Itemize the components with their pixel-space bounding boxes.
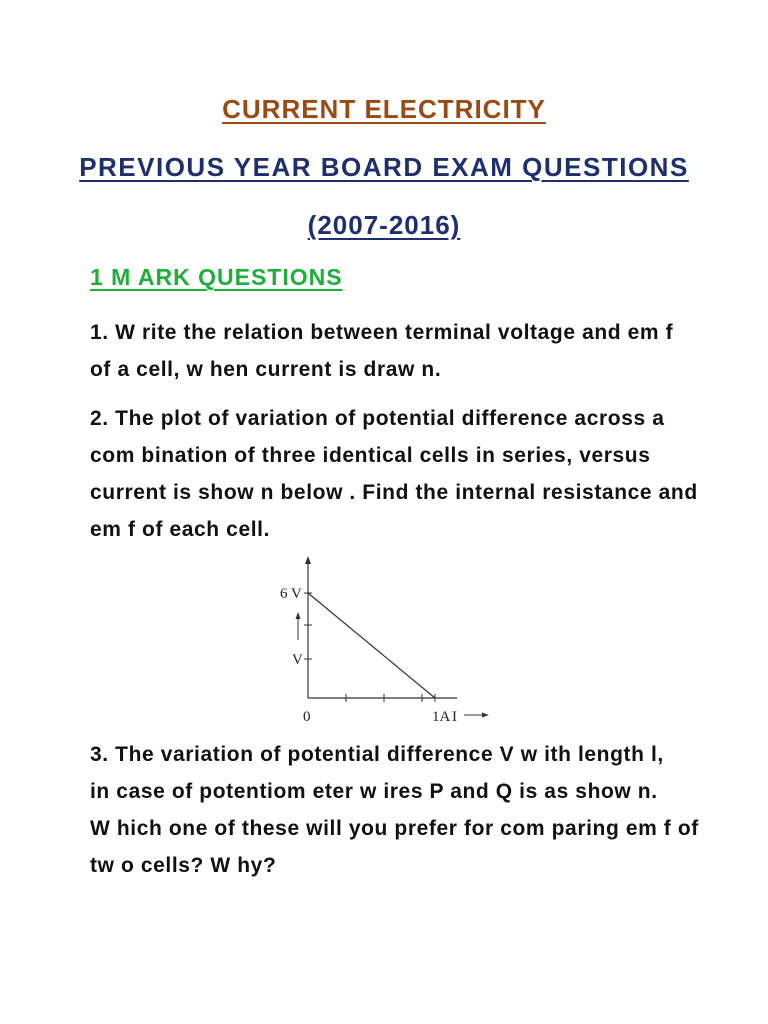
y-tick-label: 6 V — [280, 586, 302, 602]
v-arrow-head — [296, 612, 301, 619]
question-2-line-1: 2. The plot of variation of potential difference across a — [90, 407, 665, 430]
origin-label: 0 — [303, 709, 311, 725]
section-heading: 1 M ARK QUESTIONS — [90, 264, 343, 290]
plot-line — [308, 593, 435, 698]
question-2-line-3: current is show n below . Find the internal resistance and — [90, 481, 698, 504]
question-1-line-1: 1. W rite the relation between terminal voltage and em f — [90, 321, 674, 344]
question-3-line-3: W hich one of these will you prefer for com paring em f of — [90, 817, 699, 840]
question-1 — [90, 314, 690, 388]
x-axis-label: I — [452, 709, 457, 725]
y-axis-arrowhead — [305, 556, 311, 564]
i-arrow-head — [482, 713, 489, 718]
x-tick-label: 1A — [432, 709, 451, 725]
document-years: (2007-2016) — [307, 210, 461, 240]
question-2-line-2: com bination of three identical cells in series, versus — [90, 444, 651, 467]
question-2-line-4: em f of each cell. — [90, 518, 271, 541]
question-3-line-4: tw o cells? W hy? — [90, 854, 277, 877]
question-3-line-1: 3. The variation of potential difference V w ith length l, — [90, 743, 664, 766]
document-subtitle: PREVIOUS YEAR BOARD EXAM QUESTIONS — [79, 152, 689, 182]
question-1-line-2: of a cell, w hen current is draw n. — [90, 358, 442, 381]
document-title: CURRENT ELECTRICITY — [222, 94, 546, 124]
voltage-current-graph — [272, 550, 492, 730]
question-3 — [90, 736, 699, 884]
question-2 — [90, 400, 698, 548]
y-axis-label: V — [292, 652, 303, 668]
question-3-line-2: in case of potentiom eter w ires P and Q is as show n. — [90, 780, 658, 803]
